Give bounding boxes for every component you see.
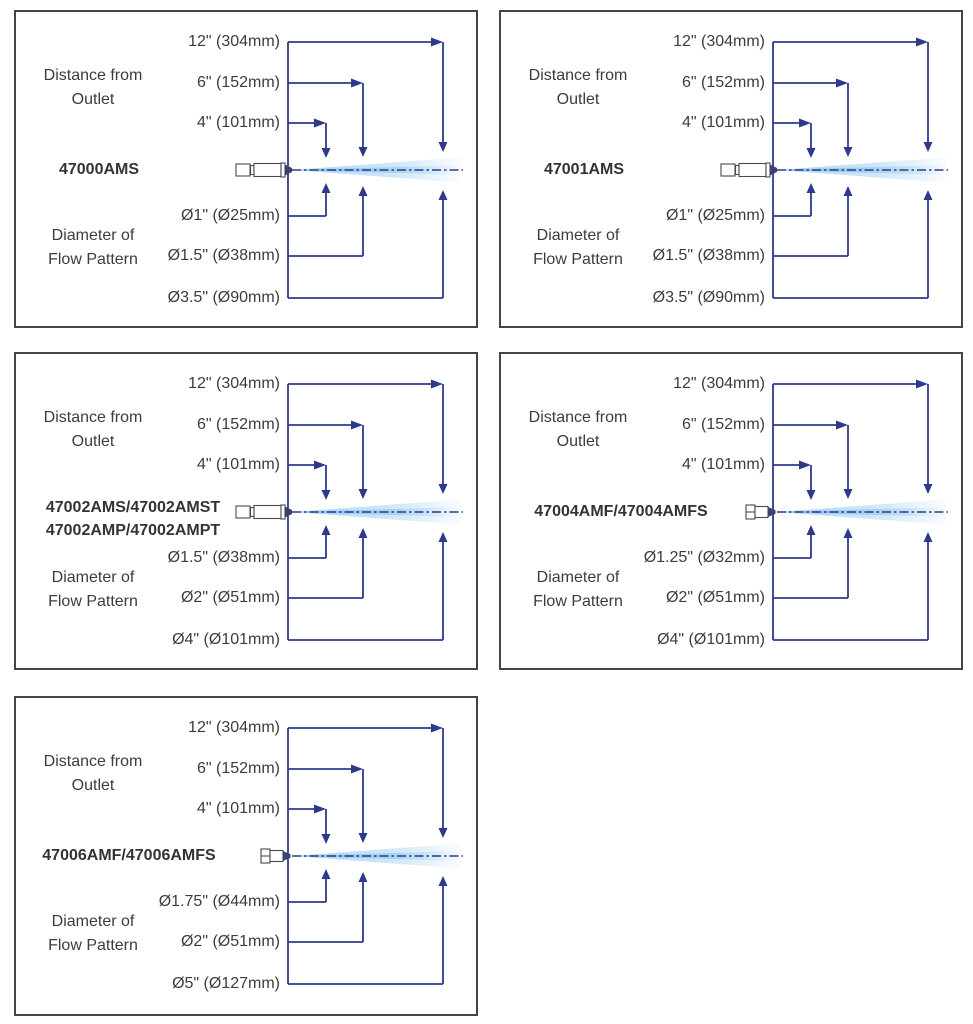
heading-line: Diameter of [51, 227, 135, 244]
heading-line: Outlet [71, 777, 115, 794]
nozzle-icon [746, 505, 776, 519]
distance-label-4in: 4" (101mm) [196, 800, 280, 817]
distance-label-6in: 6" (152mm) [196, 416, 280, 433]
model-number [509, 160, 659, 180]
flow-pattern-panel-47004 [499, 352, 963, 670]
heading-line: Distance from [43, 753, 143, 770]
distance-label-4in: 4" (101mm) [681, 114, 765, 131]
model-line: 47000AMS [58, 161, 140, 178]
distance-label-12in: 12" (304mm) [188, 719, 280, 736]
diameter-label-large: Ø5" (Ø127mm) [172, 975, 280, 992]
diameter-label-medium: Ø2" (Ø51mm) [180, 589, 280, 606]
heading-line: Outlet [71, 91, 115, 108]
distance-label-6in: 6" (152mm) [681, 416, 765, 433]
nozzle-icon [236, 163, 292, 177]
diameter-label-small: Ø1.5" (Ø38mm) [167, 549, 280, 566]
model-number [16, 496, 250, 542]
distance-label-4in: 4" (101mm) [681, 456, 765, 473]
distance-label-6in: 6" (152mm) [196, 760, 280, 777]
model-line: 47001AMS [543, 161, 625, 178]
model-number [16, 846, 242, 866]
distance-label-12in: 12" (304mm) [673, 375, 765, 392]
flow-pattern-panel-47000AMS [14, 10, 478, 328]
diameter-label-medium: Ø2" (Ø51mm) [180, 933, 280, 950]
heading-line: Outlet [556, 433, 600, 450]
model-number [24, 160, 174, 180]
heading-line: Distance from [43, 67, 143, 84]
model-line: 47004AMF/47004AMFS [534, 503, 708, 520]
heading-line: Diameter of [51, 569, 135, 586]
heading-line: Outlet [71, 433, 115, 450]
model-number [501, 502, 741, 522]
flow-pattern-panel-47006 [14, 696, 478, 1016]
heading-line: Distance from [528, 67, 628, 84]
heading-line: Flow Pattern [533, 251, 623, 268]
heading-line: Flow Pattern [48, 593, 138, 610]
distance-label-6in: 6" (152mm) [681, 74, 765, 91]
distance-label-12in: 12" (304mm) [188, 375, 280, 392]
heading-line: Flow Pattern [48, 937, 138, 954]
diameter-label-medium: Ø2" (Ø51mm) [665, 589, 765, 606]
heading-line: Flow Pattern [48, 251, 138, 268]
model-line: 47002AMS/47002AMST [45, 499, 221, 516]
nozzle-icon [261, 849, 291, 863]
distance-label-6in: 6" (152mm) [196, 74, 280, 91]
diameter-label-medium: Ø1.5" (Ø38mm) [652, 247, 765, 264]
diameter-label-medium: Ø1.5" (Ø38mm) [167, 247, 280, 264]
heading-line: Distance from [43, 409, 143, 426]
heading-line: Flow Pattern [533, 593, 623, 610]
heading-line: Diameter of [51, 913, 135, 930]
diameter-label-large: Ø4" (Ø101mm) [657, 631, 765, 648]
flow-pattern-panel-47002 [14, 352, 478, 670]
distance-label-4in: 4" (101mm) [196, 114, 280, 131]
diameter-label-small: Ø1.25" (Ø32mm) [643, 549, 765, 566]
nozzle-icon [721, 163, 777, 177]
diameter-label-small: Ø1" (Ø25mm) [180, 207, 280, 224]
distance-label-12in: 12" (304mm) [188, 33, 280, 50]
flow-pattern-panel-47001AMS [499, 10, 963, 328]
diameter-label-small: Ø1" (Ø25mm) [665, 207, 765, 224]
diameter-label-large: Ø3.5" (Ø90mm) [652, 289, 765, 306]
model-line: 47006AMF/47006AMFS [42, 847, 216, 864]
heading-line: Diameter of [536, 227, 620, 244]
diameter-label-small: Ø1.75" (Ø44mm) [158, 893, 280, 910]
heading-line: Outlet [556, 91, 600, 108]
heading-line: Distance from [528, 409, 628, 426]
diameter-label-large: Ø4" (Ø101mm) [172, 631, 280, 648]
diameter-label-large: Ø3.5" (Ø90mm) [167, 289, 280, 306]
heading-line: Diameter of [536, 569, 620, 586]
distance-label-4in: 4" (101mm) [196, 456, 280, 473]
distance-label-12in: 12" (304mm) [673, 33, 765, 50]
model-line: 47002AMP/47002AMPT [45, 522, 221, 539]
